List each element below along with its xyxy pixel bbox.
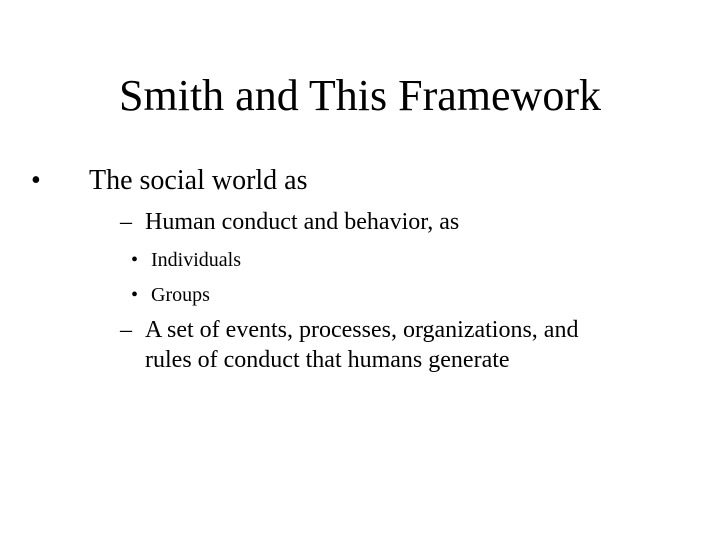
sub-sub-bullet-text: Individuals <box>151 249 241 271</box>
bullet-icon: • <box>131 249 139 271</box>
sub-bullet-set-of-events <box>120 315 578 375</box>
bullet-level1-text: The social world as <box>89 165 308 196</box>
sub-sub-bullet-text: Groups <box>151 284 210 306</box>
dash-icon: – <box>120 317 132 343</box>
sub-bullet-text-line2: rules of conduct that humans generate <box>145 347 510 373</box>
sub-sub-bullet-groups <box>131 282 210 308</box>
bullet-level1 <box>31 164 308 198</box>
sub-sub-bullet-individuals <box>131 247 241 273</box>
bullet-icon: • <box>131 284 139 306</box>
bullet-icon: • <box>31 165 41 196</box>
dash-icon: – <box>120 209 132 235</box>
sub-bullet-human-conduct <box>120 207 459 237</box>
sub-bullet-text: Human conduct and behavior, as <box>145 209 460 235</box>
slide-title: Smith and This Framework <box>119 71 601 120</box>
sub-bullet-text-line1: A set of events, processes, organizations, and <box>145 317 579 343</box>
